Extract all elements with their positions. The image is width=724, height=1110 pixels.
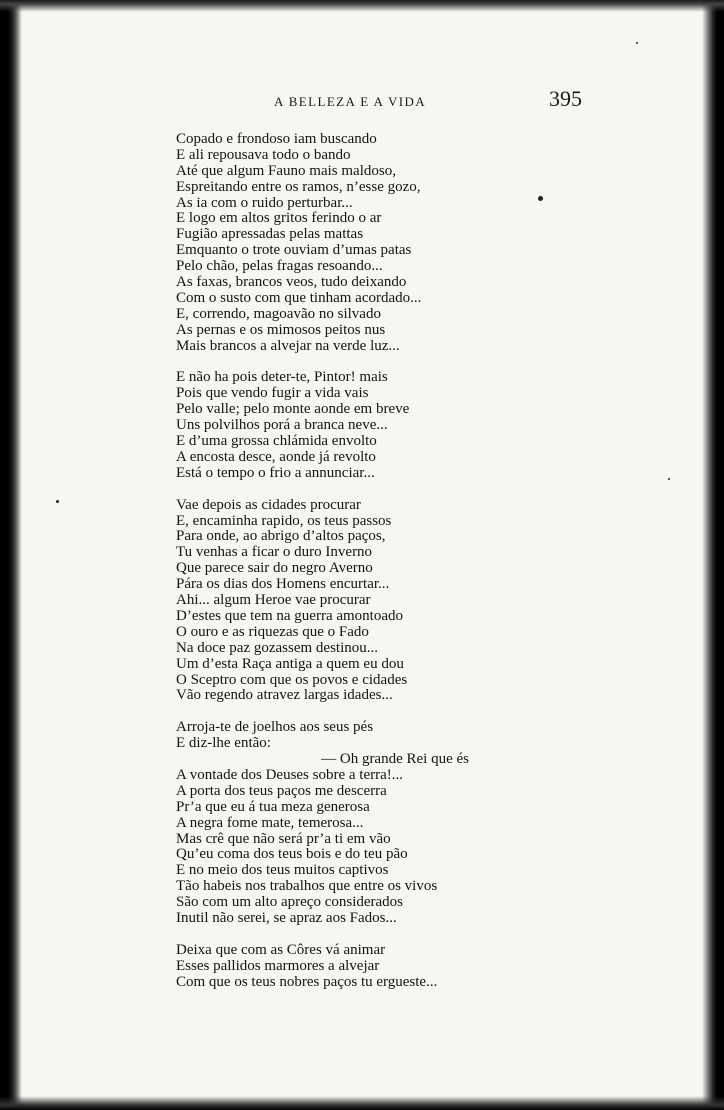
stanza-3 xyxy=(176,498,496,705)
page-header xyxy=(176,86,620,116)
poem-line: Para onde, ao abrigo d’altos paços, xyxy=(176,528,386,545)
poem-line: Pára os dias dos Homens encurtar... xyxy=(176,576,390,593)
poem-line: Pelo chão, pelas fragas resoando... xyxy=(176,258,383,275)
poem-line: E diz-lhe então: xyxy=(176,735,271,752)
poem-line: E, correndo, magoavão no silvado xyxy=(176,305,381,322)
poem-line: As pernas e os mimosos peitos nus xyxy=(176,321,386,338)
stanza-1 xyxy=(176,132,496,354)
poem-line: Tu venhas a ficar o duro Inverno xyxy=(176,544,373,561)
scan-speck xyxy=(668,478,670,480)
poem-line: Até que algum Fauno mais maldoso, xyxy=(176,162,396,179)
poem-line: E logo em altos gritos ferindo o ar xyxy=(176,210,382,227)
poem-line: Está o tempo o frio a annunciar... xyxy=(176,464,375,481)
poem-line: E d’uma grossa chlámida envolto xyxy=(176,433,377,450)
poem-line: Com o susto com que tinham acordado... xyxy=(176,289,422,306)
poem-line: Deixa que com as Côres vá animar xyxy=(176,941,386,958)
poem-line: Copado e frondoso iam buscando xyxy=(176,131,377,147)
scan-speck xyxy=(56,500,59,503)
scan-speck xyxy=(538,196,543,201)
poem-line: E no meio dos teus muitos captivos xyxy=(176,862,389,879)
poem-line: O ouro e as riquezas que o Fado xyxy=(176,623,369,640)
scan-edge-top xyxy=(0,0,724,12)
poem-body xyxy=(176,132,496,1007)
poem-line: Arroja-te de joelhos aos seus pés xyxy=(176,719,374,736)
poem-line: As ia com o ruido perturbar... xyxy=(176,194,353,211)
poem-line: D’estes que tem na guerra amontoado xyxy=(176,607,403,624)
poem-line: Espreitando entre os ramos, n’esse gozo, xyxy=(176,178,421,195)
poem-line: Fugião apressadas pelas mattas xyxy=(176,226,364,243)
scan-speck xyxy=(636,42,638,44)
poem-line: Qu’eu coma dos teus bois e do teu pão xyxy=(176,846,408,863)
poem-line: A porta dos teus paços me descerra xyxy=(176,782,387,799)
poem-line: Uns polvilhos porá a branca neve... xyxy=(176,417,388,434)
stanza-4 xyxy=(176,720,496,927)
poem-line: Um d’esta Raça antiga a quem eu dou xyxy=(176,655,404,672)
running-title: A BELLEZA E A VIDA xyxy=(274,94,427,109)
stanza-2 xyxy=(176,370,496,481)
poem-line: Vão regendo atravez largas idades... xyxy=(176,687,393,704)
poem-line: Tão habeis nos trabalhos que entre os vivos xyxy=(176,878,438,895)
poem-line: A vontade dos Deuses sobre a terra!... xyxy=(176,766,404,783)
poem-line-indented: — Oh grande Rei que és xyxy=(321,751,469,768)
poem-line: E, encaminha rapido, os teus passos xyxy=(176,512,392,529)
poem-line: O Sceptro com que os povos e cidades xyxy=(176,671,408,688)
poem-line: Ahi... algum Heroe vae procurar xyxy=(176,592,371,609)
poem-line: Que parece sair do negro Averno xyxy=(176,560,373,577)
poem-line: Emquanto o trote ouviam d’umas patas xyxy=(176,242,412,259)
poem-line: As faxas, brancos veos, tudo deixando xyxy=(176,274,407,291)
poem-line: Inutil não serei, se apraz aos Fados... xyxy=(176,909,397,926)
scan-edge-right xyxy=(702,0,724,1110)
poem-line: Pois que vendo fugir a vida vais xyxy=(176,385,369,402)
poem-line: E ali repousava todo o bando xyxy=(176,146,351,163)
scan-edge-bottom xyxy=(0,1096,724,1110)
scan-edge-left xyxy=(0,0,22,1110)
poem-line: Na doce paz gozassem destinou... xyxy=(176,639,379,656)
poem-line: Esses pallidos marmores a alvejar xyxy=(176,957,380,974)
poem-line: Pr’a que eu á tua meza generosa xyxy=(176,798,370,815)
poem-line: Mais brancos a alvejar na verde luz... xyxy=(176,337,400,354)
poem-line: A encosta desce, aonde já revolto xyxy=(176,448,376,465)
poem-line: A negra fome mate, temerosa... xyxy=(176,814,364,831)
poem-line: Com que os teus nobres paços tu ergueste... xyxy=(176,973,438,990)
poem-line: Mas crê que não será pr’a ti em vão xyxy=(176,830,391,847)
poem-line: E não ha pois deter-te, Pintor! mais xyxy=(176,369,388,386)
stanza-5 xyxy=(176,943,496,991)
page-number: 395 xyxy=(549,86,582,111)
poem-line: Pelo valle; pelo monte aonde em breve xyxy=(176,401,410,418)
poem-line: São com um alto apreço considerados xyxy=(176,894,404,911)
poem-line: Vae depois as cidades procurar xyxy=(176,496,361,513)
